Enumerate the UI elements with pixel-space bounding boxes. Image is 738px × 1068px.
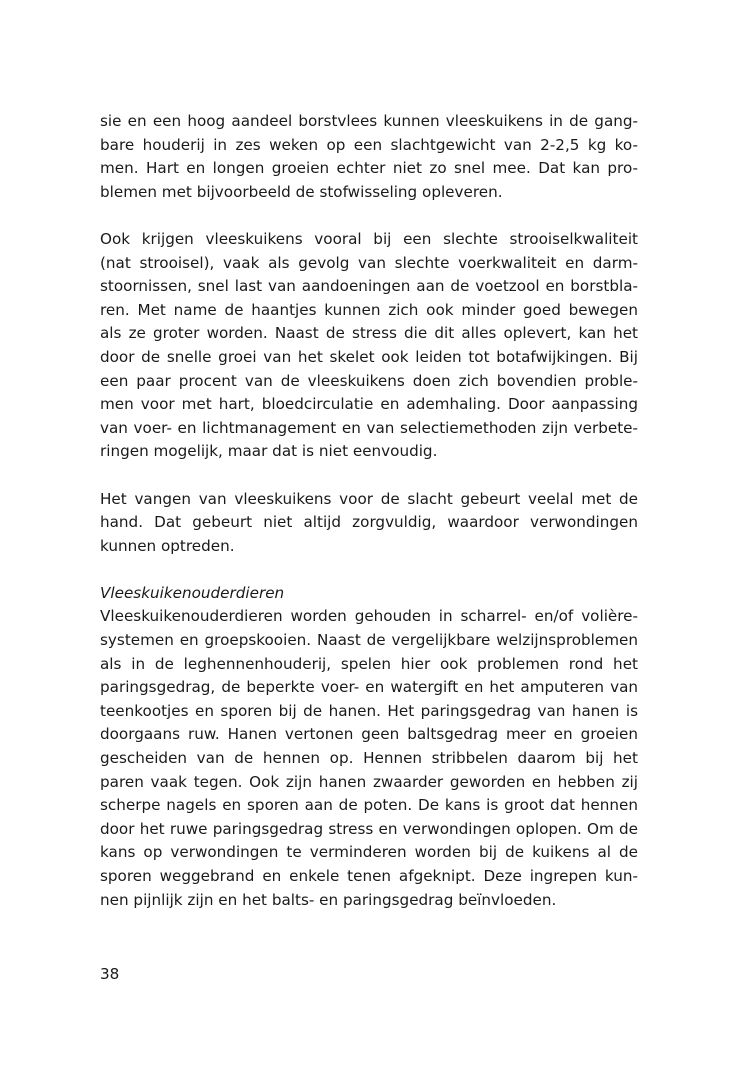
text-line: men. Hart en longen groeien echter niet zo snel mee. Dat kan pro- <box>100 159 638 178</box>
text-line: door de snelle groei van het skelet ook leiden tot botafwijkingen. Bij <box>100 347 638 366</box>
text-line: scherpe nagels en sporen aan de poten. De kans is groot dat hennen <box>100 796 638 815</box>
text-line: door het ruwe paringsgedrag stress en verwondingen oplopen. Om de <box>100 819 638 838</box>
text-line: Ook krijgen vleeskuikens vooral bij een slechte strooiselkwaliteit <box>100 229 638 248</box>
text-line: teenkootjes en sporen bij de hanen. Het paringsgedrag van hanen is <box>100 701 638 720</box>
text-line: nen pijnlijk zijn en het balts- en paringsgedrag beïnvloeden. <box>100 890 557 909</box>
text-line: bare houderij in zes weken op een slachtgewicht van 2-2,5 kg ko- <box>100 135 638 154</box>
section-heading: Vleeskuikenouderdieren <box>100 583 285 602</box>
paragraph-gap <box>100 204 638 228</box>
text-line: doorgaans ruw. Hanen vertonen geen baltsgedrag meer en groeien <box>100 725 638 744</box>
text-line: gescheiden van de hennen op. Hennen stribbelen daarom bij het <box>100 749 638 768</box>
text-line: systemen en groepskooien. Naast de vergelijkbare welzijnsproblemen <box>100 631 638 650</box>
text-line: Vleeskuikenouderdieren worden gehouden in scharrel- en/of volière- <box>100 607 638 626</box>
paragraph-gap <box>100 558 638 582</box>
text-line: ringen mogelijk, maar dat is niet eenvoudig. <box>100 442 438 461</box>
text-line: een paar procent van de vleeskuikens doen zich bovendien proble- <box>100 371 638 390</box>
page-number: 38 <box>100 965 120 983</box>
text-line: ren. Met name de haantjes kunnen zich ook minder goed bewegen <box>100 300 638 319</box>
page-body <box>100 110 638 912</box>
text-line: kunnen optreden. <box>100 536 235 555</box>
text-line: als in de leghennenhouderij, spelen hier ook problemen rond het <box>100 654 638 673</box>
section-vleeskuikenouderdieren <box>100 582 638 912</box>
text-line: stoornissen, snel last van aandoeningen aan de voetzool en borstbla- <box>100 277 638 296</box>
paragraph-3 <box>100 488 638 559</box>
text-line: (nat strooisel), vaak als gevolg van slechte voerkwaliteit en darm- <box>100 253 638 272</box>
paragraph-gap <box>100 464 638 488</box>
text-line: paren vaak tegen. Ook zijn hanen zwaarder geworden en hebben zij <box>100 772 638 791</box>
text-line: kans op verwondingen te verminderen worden bij de kuikens al de <box>100 843 638 862</box>
paragraph-1 <box>100 110 638 204</box>
text-line: sie en een hoog aandeel borstvlees kunnen vleeskuikens in de gang- <box>100 112 638 130</box>
text-line: blemen met bijvoorbeeld de stofwisseling opleveren. <box>100 182 503 201</box>
text-line: men voor met hart, bloedcirculatie en ademhaling. Door aanpassing <box>100 395 638 414</box>
text-line: van voer- en lichtmanagement en van selectiemethoden zijn verbete- <box>100 418 638 437</box>
text-line: paringsgedrag, de beperkte voer- en watergift en het amputeren van <box>100 678 638 697</box>
text-line: Het vangen van vleeskuikens voor de slacht gebeurt veelal met de <box>100 489 638 508</box>
text-line: als ze groter worden. Naast de stress die dit alles oplevert, kan het <box>100 324 638 343</box>
text-line: sporen weggebrand en enkele tenen afgeknipt. Deze ingrepen kun- <box>100 867 638 885</box>
paragraph-2 <box>100 228 638 464</box>
text-line: hand. Dat gebeurt niet altijd zorgvuldig, waardoor verwondingen <box>100 513 638 532</box>
